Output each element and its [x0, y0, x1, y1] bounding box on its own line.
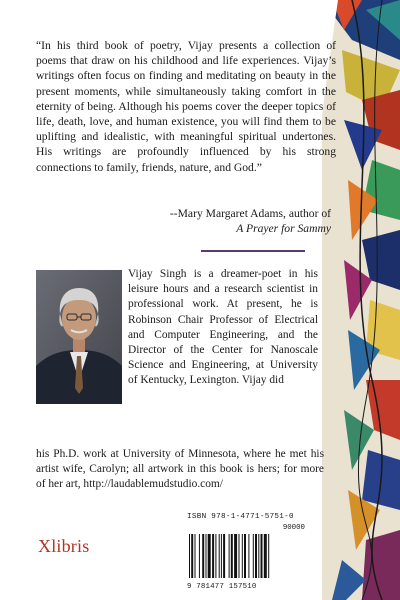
ean-number: 9 781477 157510 [187, 583, 257, 591]
isbn-barcode [183, 512, 309, 592]
author-bio-bottom: his Ph.D. work at University of Minnesota, where he met his artist wife, Carolyn; all artwork in this book is hers; for more of her art, http://laudablemudstudio.com/ [36, 448, 324, 491]
endorsement-quote: “In his third book of poetry, Vijay presents a collection of poems that draw on his childhood and life experiences. Vijay’s writings often focus on finding and meditating on beauty in the present moments, while simultaneously taking comfort in the eternity of being. Although his poems cover the deeper topics of life, death, love, and human existence, you will find them to be uplifting and idealistic, with meaningful spiritual undertones. His writings are profoundly influenced by his strong connections to family, friends, nature, and God.” [36, 39, 336, 174]
attribution-book-title: A Prayer for Sammy [236, 222, 331, 235]
publisher-logo: Xlibris [38, 536, 90, 556]
section-divider [201, 250, 305, 252]
author-bio-top: Vijay Singh is a dreamer-poet in his leisure hours and a research scientist in professional work. At present, he is Robinson Chair Professor of Electrical and Computer Engineering, and the Director of the Center for Nanoscale Science and Engineering, at University of Kentucky, Lexington. Vijay did [128, 268, 318, 387]
attribution-author: --Mary Margaret Adams, author of [169, 207, 331, 220]
quote-attribution [36, 206, 331, 236]
barcode-bars [189, 534, 303, 578]
isbn-number: ISBN 978-1-4771-5751-0 [187, 513, 294, 521]
price-code: 90000 [282, 524, 305, 532]
author-photo [36, 270, 122, 404]
